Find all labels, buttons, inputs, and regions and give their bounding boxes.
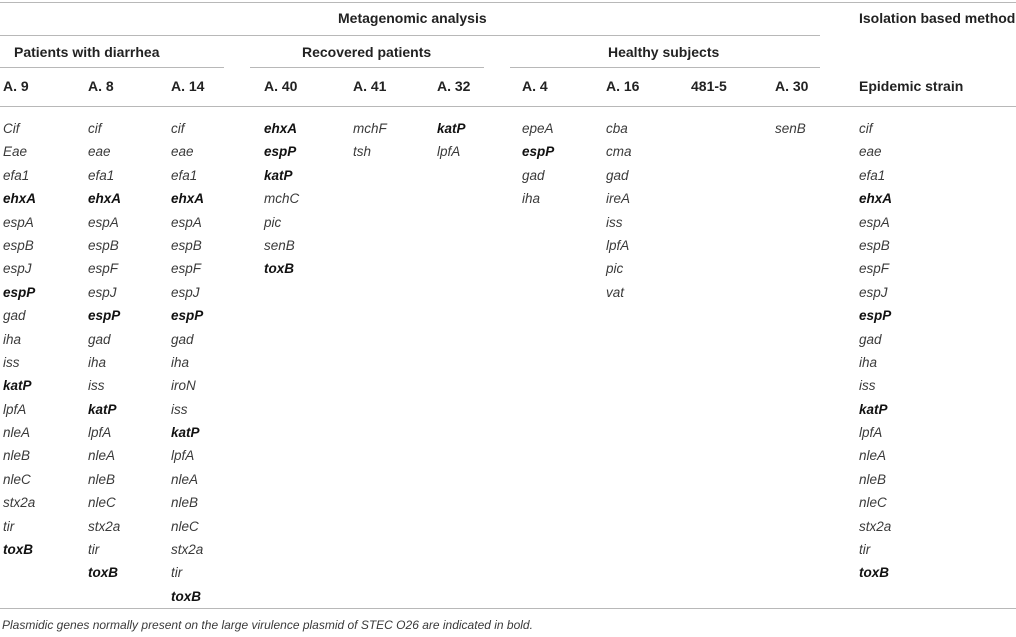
gene-cell: lpfA — [606, 237, 630, 253]
isolation-method-header: Isolation based method — [859, 10, 1016, 26]
column-header: A. 30 — [775, 78, 809, 94]
top-rule — [0, 2, 1016, 3]
gene-cell: iha — [3, 331, 22, 347]
gene-cell: espB — [859, 237, 890, 253]
gene-cell: katP — [437, 121, 466, 136]
gene-cell: espJ — [88, 284, 117, 300]
gene-cell: nleC — [3, 471, 31, 487]
gene-cell: stx2a — [88, 518, 121, 534]
gene-cell: cif — [88, 121, 102, 136]
gene-cell: espP — [88, 308, 121, 324]
gene-cell: tsh — [353, 144, 372, 160]
group-diarrhea-rule — [0, 67, 224, 68]
gene-cell: stx2a — [3, 495, 36, 511]
gene-cell: stx2a — [171, 542, 204, 558]
gene-cell: nleA — [3, 425, 31, 441]
gene-cell: lpfA — [859, 425, 883, 441]
column-header: A. 40 — [264, 78, 298, 94]
gene-cell: iss — [3, 354, 20, 370]
gene-cell: katP — [88, 401, 117, 417]
gene-cell: ehxA — [171, 191, 205, 207]
gene-cell: katP — [859, 401, 888, 417]
gene-cell: gad — [522, 167, 545, 183]
gene-cell: eae — [171, 144, 194, 160]
gene-cell: nleC — [859, 495, 887, 511]
gene-cell: nleB — [171, 495, 199, 511]
gene-cell: nleA — [88, 448, 116, 464]
gene-cell: ehxA — [264, 121, 298, 136]
gene-cell: efa1 — [3, 167, 30, 183]
gene-cell: espB — [3, 237, 34, 253]
gene-cell: stx2a — [859, 518, 892, 534]
gene-cell: espB — [171, 237, 202, 253]
gene-cell: tir — [3, 518, 15, 534]
gene-cell: espF — [88, 261, 119, 277]
gene-cell: tir — [171, 565, 183, 581]
gene-cell: nleB — [859, 471, 887, 487]
gene-cell: pic — [264, 214, 282, 230]
gene-cell: iss — [606, 214, 623, 230]
gene-cell: espF — [859, 261, 890, 277]
gene-cell: nleA — [171, 471, 199, 487]
gene-cell: ehxA — [859, 191, 893, 207]
gene-cell: espF — [171, 261, 202, 277]
gene-cell: efa1 — [859, 167, 886, 183]
group-recovered-header: Recovered patients — [302, 44, 432, 60]
gene-column-a14 — [171, 117, 204, 608]
column-header: Epidemic strain — [859, 78, 964, 94]
gene-cell: espB — [88, 237, 119, 253]
gene-cell: toxB — [171, 588, 201, 604]
gene-cell: gad — [88, 331, 111, 347]
gene-column-a16 — [606, 117, 632, 304]
gene-cell: senB — [264, 237, 295, 253]
gene-cell: katP — [171, 425, 200, 441]
header-bottom-rule — [0, 106, 1016, 107]
gene-cell: eae — [859, 144, 882, 160]
gene-cell: toxB — [859, 565, 889, 581]
gene-cell: ireA — [606, 191, 631, 207]
metagenomic-rule — [0, 35, 820, 36]
gene-cell: tir — [859, 542, 871, 558]
gene-cell: pic — [606, 261, 624, 277]
gene-cell: efa1 — [171, 167, 198, 183]
gene-cell: iha — [522, 191, 541, 207]
gene-cell: senB — [775, 121, 806, 136]
gene-cell: toxB — [3, 542, 33, 558]
gene-cell: iha — [859, 354, 878, 370]
gene-cell: iroN — [171, 378, 196, 394]
gene-column-a41 — [353, 117, 387, 164]
column-header: A. 8 — [88, 78, 114, 94]
group-diarrhea-header: Patients with diarrhea — [14, 44, 160, 60]
gene-cell: iss — [859, 378, 876, 394]
gene-cell: lpfA — [3, 401, 27, 417]
gene-cell: mchF — [353, 121, 387, 136]
gene-cell: tir — [88, 542, 100, 558]
gene-cell: iss — [88, 378, 105, 394]
gene-cell: ehxA — [88, 191, 122, 207]
gene-cell: iha — [88, 354, 107, 370]
gene-cell: espA — [88, 214, 119, 230]
gene-cell: cba — [606, 121, 628, 136]
gene-cell: espJ — [171, 284, 200, 300]
gene-cell: nleB — [3, 448, 31, 464]
gene-cell: gad — [3, 308, 26, 324]
column-header: A. 41 — [353, 78, 387, 94]
column-header: 481-5 — [691, 78, 727, 94]
gene-column-a8 — [88, 117, 121, 585]
gene-cell: gad — [171, 331, 194, 347]
gene-cell: iha — [171, 354, 190, 370]
gene-cell: ehxA — [3, 191, 37, 207]
column-header: A. 14 — [171, 78, 205, 94]
gene-column-a32 — [437, 117, 466, 164]
gene-cell: toxB — [264, 261, 294, 277]
footnote: Plasmidic genes normally present on the large virulence plasmid of STEC O26 are indicated in bold. — [2, 618, 533, 632]
gene-cell: Eae — [3, 144, 28, 160]
gene-column-a4 — [522, 117, 554, 211]
gene-cell: espJ — [859, 284, 888, 300]
gene-cell: espP — [522, 144, 555, 160]
gene-cell: katP — [264, 167, 293, 183]
gene-cell: espA — [3, 214, 34, 230]
column-header: A. 32 — [437, 78, 471, 94]
column-header: A. 9 — [3, 78, 29, 94]
gene-cell: gad — [606, 167, 629, 183]
gene-cell: cif — [859, 121, 873, 136]
gene-cell: espP — [859, 308, 892, 324]
gene-cell: vat — [606, 284, 625, 300]
gene-column-a40 — [264, 117, 299, 281]
metagenomic-analysis-header: Metagenomic analysis — [338, 10, 487, 26]
gene-cell: mchC — [264, 191, 300, 207]
gene-cell: cif — [171, 121, 185, 136]
gene-cell: Cif — [3, 121, 20, 136]
group-healthy-header: Healthy subjects — [608, 44, 720, 60]
gene-cell: gad — [859, 331, 882, 347]
gene-cell: efa1 — [88, 167, 115, 183]
gene-cell: katP — [3, 378, 32, 394]
table-bottom-rule — [0, 608, 1016, 609]
gene-cell: nleC — [171, 518, 199, 534]
gene-cell: eae — [88, 144, 111, 160]
group-recovered-rule — [250, 67, 484, 68]
column-header: A. 4 — [522, 78, 548, 94]
gene-cell: iss — [171, 401, 188, 417]
gene-cell: cma — [606, 144, 632, 160]
gene-cell: espJ — [3, 261, 32, 277]
gene-cell: lpfA — [171, 448, 195, 464]
column-header: A. 16 — [606, 78, 640, 94]
gene-cell: espP — [3, 284, 36, 300]
gene-column-a30 — [775, 117, 806, 140]
gene-cell: lpfA — [437, 144, 461, 160]
gene-cell: nleA — [859, 448, 887, 464]
gene-cell: nleB — [88, 471, 116, 487]
gene-cell: epeA — [522, 121, 554, 136]
gene-cell: nleC — [88, 495, 116, 511]
gene-column-a9 — [3, 117, 36, 561]
gene-cell: toxB — [88, 565, 118, 581]
gene-cell: espA — [171, 214, 202, 230]
gene-cell: espA — [859, 214, 890, 230]
group-healthy-rule — [510, 67, 820, 68]
gene-cell: espP — [171, 308, 204, 324]
gene-column-epidemic-strain — [859, 117, 892, 585]
gene-cell: lpfA — [88, 425, 112, 441]
gene-cell: espP — [264, 144, 297, 160]
